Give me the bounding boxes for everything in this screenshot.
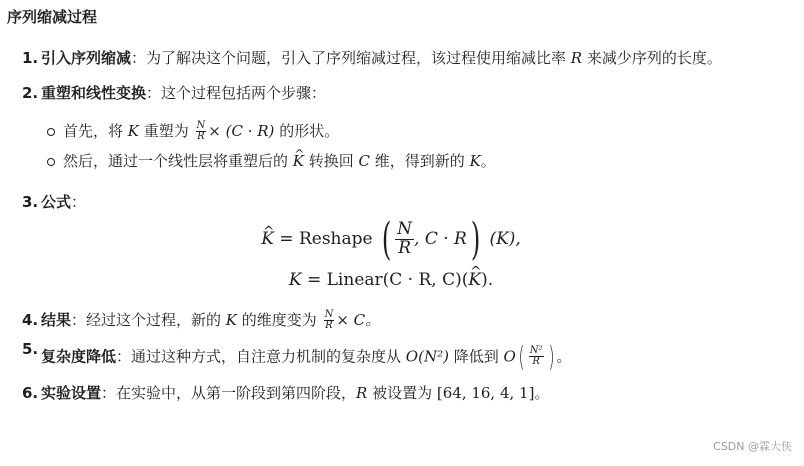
- eq-argument: ^ K: [468, 260, 481, 300]
- item-text: 来减少序列的长度。: [582, 49, 722, 67]
- fraction-n-over-r: [196, 121, 207, 142]
- sub-item-2: [41, 146, 790, 176]
- eq-lhs: K: [288, 269, 302, 290]
- eq-sign: =: [306, 269, 322, 290]
- list-item-3: [0, 190, 790, 300]
- eq-tail: ).: [481, 269, 494, 290]
- math-var-c: C: [358, 152, 371, 170]
- item-text: ：在实验中，从第一阶段到第四阶段，: [101, 383, 357, 402]
- equation-2: [41, 260, 741, 300]
- sub-text: 的形状。: [274, 122, 340, 140]
- frac-numerator: N: [196, 120, 206, 131]
- list-item-2: [0, 81, 790, 176]
- item-number: 4.: [22, 310, 39, 329]
- sub-text: 转换回: [304, 152, 359, 170]
- math-var-k: K: [127, 122, 139, 140]
- frac-denominator: R: [325, 319, 333, 331]
- item-number: 1.: [22, 49, 39, 67]
- eq-argument: (K),: [489, 229, 521, 249]
- right-paren: ): [470, 213, 481, 265]
- item-text: ：: [71, 193, 87, 211]
- item-keyword: 重塑和线性变换: [41, 84, 147, 102]
- fraction-n-over-r: [324, 310, 335, 331]
- item-text: 。: [534, 383, 550, 402]
- eq-function: Reshape: [298, 229, 373, 249]
- frac-numerator: N²: [529, 345, 543, 356]
- item-number: 5.: [22, 339, 39, 358]
- eq-lhs: ^ K: [261, 219, 274, 259]
- big-o: O: [503, 347, 516, 365]
- sub-text: 。: [480, 152, 496, 170]
- frac-denominator: R: [398, 238, 411, 258]
- fraction-n2-over-r: [529, 346, 544, 367]
- sub-text: 首先，将: [63, 122, 128, 140]
- frac-denominator: R: [197, 131, 205, 142]
- list-item-1: [0, 46, 790, 71]
- sub-item-1: [41, 116, 790, 146]
- math-var-r: R: [570, 49, 583, 67]
- item-text: 被设置为: [367, 383, 437, 402]
- list-item-4: [0, 308, 790, 333]
- eq-function: Linear(C · R, C)(: [326, 269, 469, 290]
- left-paren: (: [381, 213, 392, 265]
- frac-denominator: R: [532, 356, 540, 367]
- item-text: ：这个过程包括两个步骤：: [146, 84, 327, 102]
- math-expr: × (C · R): [208, 122, 275, 140]
- left-paren: (: [518, 339, 525, 373]
- math-var-k: K: [225, 310, 238, 329]
- sub-text: 然后，通过一个线性层将重塑后的: [63, 152, 293, 170]
- item-number: 3.: [22, 193, 39, 211]
- item-keyword: 实验设置: [41, 383, 102, 402]
- item-keyword: 复杂度降低: [41, 347, 117, 365]
- item-number: 2.: [22, 84, 39, 102]
- math-expr: O(N²): [405, 347, 449, 365]
- item-keyword: 结果: [41, 310, 72, 329]
- eq-fraction: [395, 221, 414, 258]
- right-paren: ): [547, 339, 554, 373]
- page-title: 序列缩减过程: [7, 8, 98, 26]
- item-keyword: 公式: [41, 193, 72, 211]
- list-item-5: [0, 337, 790, 377]
- math-var-k: K: [469, 152, 481, 170]
- item-keyword: 引入序列缩减: [41, 49, 132, 67]
- math-expr: × C。: [336, 310, 381, 329]
- item-text: ：为了解决这个问题，引入了序列缩减过程，该过程使用缩减比率: [131, 49, 571, 67]
- sub-text: 重塑为: [139, 122, 194, 140]
- watermark: CSDN @霖大侠: [713, 440, 792, 453]
- equation-block: [41, 213, 741, 300]
- math-value: [64, 16, 4, 1]: [436, 383, 535, 402]
- item-text: ：经过这个过程，新的: [71, 310, 226, 329]
- item-text: 的维度变为: [237, 310, 322, 329]
- frac-numerator: N: [324, 308, 334, 320]
- item-text: ：通过这种方式，自注意力机制的复杂度从: [116, 347, 406, 365]
- sub-list: [41, 116, 790, 176]
- list-item-6: [0, 381, 790, 406]
- sub-text: 维，得到新的: [370, 152, 470, 170]
- math-var-k-hat: ^ K: [293, 146, 304, 176]
- item-number: 6.: [22, 383, 39, 402]
- eq-sign: =: [279, 229, 294, 249]
- equation-1: [41, 213, 741, 265]
- eq-term: , C · R: [414, 229, 467, 249]
- numbered-list: [0, 46, 790, 406]
- math-var-r: R: [356, 383, 368, 402]
- item-text: 降低到: [448, 347, 504, 365]
- frac-numerator: N: [397, 219, 413, 240]
- item-text: 。: [556, 347, 572, 365]
